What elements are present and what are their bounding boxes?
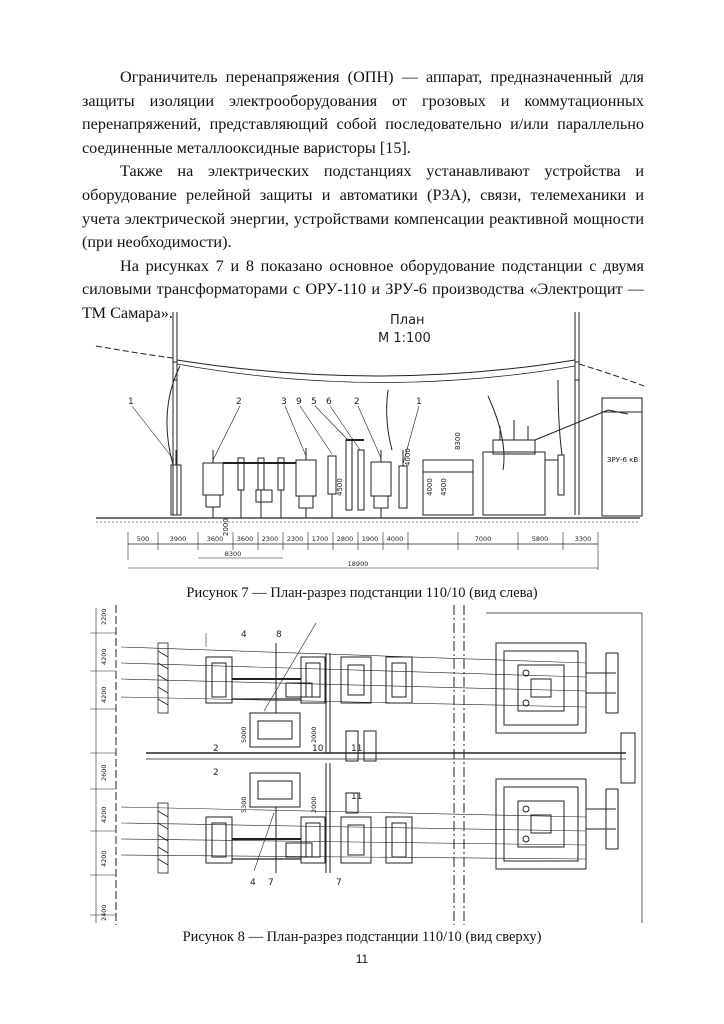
vdim-4500-b: 4500 bbox=[336, 478, 344, 496]
zru-building bbox=[602, 398, 642, 516]
vdim-4500-a: 4500 bbox=[440, 478, 448, 496]
bdim-500: 500 bbox=[136, 535, 150, 543]
bdim-3300: 3300 bbox=[574, 535, 592, 543]
bdim-7000: 7000 bbox=[474, 535, 492, 543]
f8-callout-7-left: 7 bbox=[268, 878, 274, 888]
line-portals bbox=[158, 643, 168, 873]
ldim-2200: 2200 bbox=[100, 608, 108, 625]
transformer-cell bbox=[423, 410, 628, 515]
page-number: 11 bbox=[355, 952, 369, 966]
figure-7-title-scale: М 1:100 bbox=[378, 331, 431, 346]
bdim-3600-a: 3600 bbox=[206, 535, 224, 543]
ldim-2600: 2600 bbox=[100, 764, 108, 781]
f8-callout-2-bottom: 2 bbox=[213, 768, 219, 778]
callout-9: 9 bbox=[296, 397, 302, 407]
figure-8-top-view-drawing bbox=[86, 603, 656, 928]
bdim-1700: 1700 bbox=[311, 535, 329, 543]
disconnector-frame bbox=[223, 458, 296, 518]
callout-2-left: 2 bbox=[236, 397, 242, 407]
f8-callout-4-bottom: 4 bbox=[250, 878, 256, 888]
ldim-4200-a: 4200 bbox=[100, 648, 108, 665]
f8-callout-8: 8 bbox=[276, 630, 282, 640]
bdim-1900: 1900 bbox=[361, 535, 379, 543]
callout-3: 3 bbox=[281, 397, 287, 407]
lower-bay-equipment bbox=[206, 763, 412, 873]
figure-7-side-view-drawing bbox=[88, 300, 648, 582]
ldim-4200-b: 4200 bbox=[100, 686, 108, 703]
vdim-2000: 2000 bbox=[222, 518, 230, 536]
callout-6: 6 bbox=[326, 397, 332, 407]
zru-label: ЗРУ-6 кВ bbox=[607, 456, 639, 464]
bdim-5800: 5800 bbox=[531, 535, 549, 543]
breaker-group-right bbox=[371, 450, 407, 518]
f8-callout-2-top: 2 bbox=[213, 744, 219, 754]
callout-1-right: 1 bbox=[416, 397, 422, 407]
vdim-4000-b: 4000 bbox=[404, 448, 412, 466]
vdim-4000-a: 4000 bbox=[426, 478, 434, 496]
total-dim-8300: 8300 bbox=[224, 550, 242, 558]
figure-8-caption: Рисунок 8 — План-разрез подстанции 110/10 (вид сверху) bbox=[182, 929, 542, 945]
ldim-4200-d: 4200 bbox=[100, 850, 108, 867]
bdim-2300-a: 2300 bbox=[261, 535, 279, 543]
callout-1-left: 1 bbox=[128, 397, 134, 407]
callout-5: 5 bbox=[311, 397, 317, 407]
breaker-group-left bbox=[203, 450, 223, 518]
paragraph-opn: Ограничитель перенапряжения (ОПН) — аппарат, предназначенный для защиты изоляции электрооборудования от грозовых и коммутационных перенапряжений, представляющий собой последовательно и/или параллельно соединенные металлооксидные варисторы [15]. bbox=[82, 68, 644, 157]
bdim-3600-b: 3600 bbox=[236, 535, 254, 543]
figure-7-title-plan: План bbox=[390, 313, 425, 328]
paragraph-figures: На рисунках 7 и 8 показано основное оборудование подстанции с двумя силовыми трансформаторами с ОРУ-110 и ЗРУ-6 производства «Электрощит — ТМ Самара». bbox=[82, 256, 644, 322]
idim-5300: 5300 bbox=[240, 796, 248, 813]
transformer-bay-lower bbox=[496, 779, 618, 869]
upper-bay-equipment bbox=[206, 623, 412, 753]
zru-block bbox=[621, 733, 635, 783]
figure-7-caption: Рисунок 7 — План-разрез подстанции 110/10 (вид слева) bbox=[186, 585, 538, 601]
f8-callout-7-right: 7 bbox=[336, 878, 342, 888]
f8-callout-4-top: 4 bbox=[241, 630, 247, 640]
callout-2-right: 2 bbox=[354, 397, 360, 407]
idim-5000: 5000 bbox=[240, 726, 248, 743]
body-text bbox=[82, 66, 644, 326]
f8-callout-11-bottom: 11 bbox=[351, 792, 363, 802]
ldim-4200-c: 4200 bbox=[100, 806, 108, 823]
f8-callout-10: 10 bbox=[312, 744, 324, 754]
bdim-2800: 2800 bbox=[336, 535, 354, 543]
vdim-8300: 8300 bbox=[454, 432, 462, 450]
total-dim-18900: 18900 bbox=[347, 560, 369, 568]
bdim-3900: 3900 bbox=[169, 535, 187, 543]
idim-2000-b: 2000 bbox=[310, 796, 318, 813]
paragraph-rza: Также на электрических подстанциях устанавливают устройства и оборудование релейной защиты и автоматики (РЗА), связи, телемеханики и учета электрической энергии, устройствами компенсации реактивной мощности (при необходимости). bbox=[82, 162, 644, 252]
idim-2000-a: 2000 bbox=[310, 726, 318, 743]
bdim-4000: 4000 bbox=[386, 535, 404, 543]
bdim-2300-b: 2300 bbox=[286, 535, 304, 543]
ldim-2400: 2400 bbox=[100, 904, 108, 921]
f8-callout-11-top: 11 bbox=[351, 744, 363, 754]
transformer-bay-upper bbox=[496, 643, 618, 733]
breaker-group-middle bbox=[296, 440, 364, 518]
